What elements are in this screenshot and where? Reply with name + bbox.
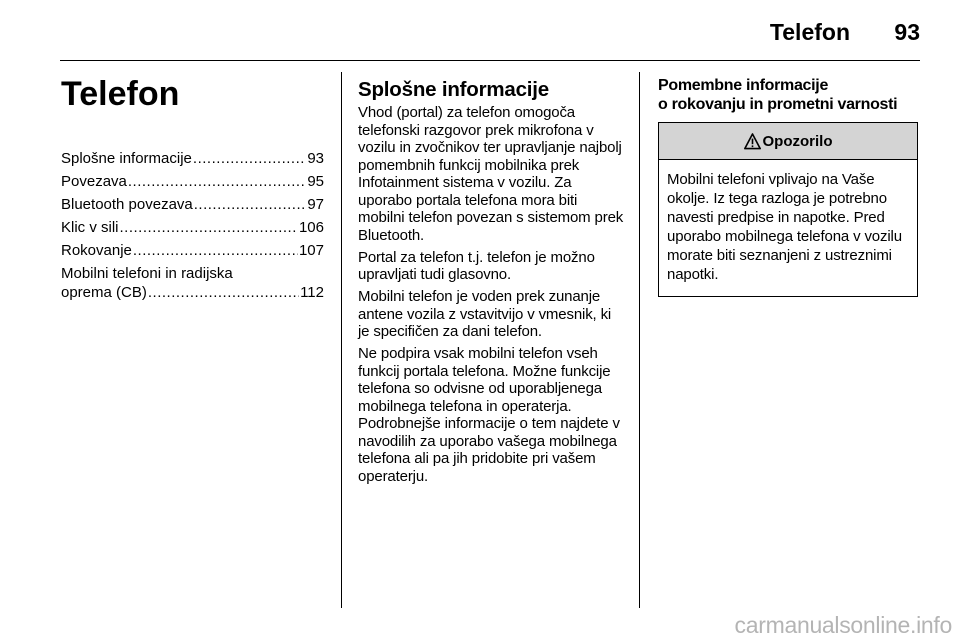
toc-page: 107 (298, 242, 324, 259)
important-info-column (658, 76, 922, 297)
header-rule (60, 60, 920, 61)
warning-text: Mobilni telefoni vplivajo na Vaše okolje. Iz tega razloga je potrebno navesti predpise in napotke. Pred uporabo mobilnega telefona v vozilu morate biti seznanjeni z ustreznimi napotki. (667, 171, 902, 283)
section-heading-general-info: Splošne informacije (358, 78, 550, 101)
toc-page: 93 (307, 150, 324, 167)
warning-title: Opozorilo (762, 132, 833, 150)
table-of-contents (61, 150, 324, 302)
chapter-title: Telefon (61, 75, 180, 113)
toc-leader (148, 284, 299, 303)
toc-label-line2: oprema (CB) (61, 283, 147, 301)
paragraph: Mobilni telefon je voden prek zunanje antene vozila z vstavitvijo v vmesnik, ki je specifičen za dani telefon. (358, 288, 612, 340)
toc-label: Splošne informacije (61, 150, 192, 167)
chapter-contents-column (61, 74, 324, 307)
toc-entry-emergency-call[interactable] (61, 219, 324, 238)
toc-label: Povezava (61, 173, 127, 190)
warning-header (659, 123, 917, 160)
toc-page: 106 (298, 219, 324, 236)
section-heading-important-info (658, 76, 922, 114)
toc-entry-mobile-cb[interactable] (61, 265, 324, 302)
toc-leader (133, 242, 298, 261)
toc-leader (120, 219, 298, 238)
toc-page: 95 (307, 173, 324, 190)
toc-entry-operation[interactable] (61, 242, 324, 261)
watermark: carmanualsonline.info (734, 612, 952, 638)
warning-triangle-icon (744, 133, 761, 150)
toc-entry-general-info[interactable] (61, 150, 324, 169)
toc-page: 112 (300, 283, 324, 301)
paragraph: Portal za telefon t.j. telefon je možno upravljati tudi glasovno. (358, 248, 595, 283)
paragraph: Vhod (portal) za telefon omogoča telefonski razgovor prek mikrofona v vozilu in zvočnikov ter upravljanje najbolj pomembnih funkcij mobilnika prek Infotainment sistema v vozilu. Za uporabo portala telefona mora biti mobilni telefon povezan s sistemom prek Bluetooth. (358, 104, 624, 244)
running-header-title: Telefon (769, 19, 850, 45)
toc-leader (128, 173, 306, 192)
warning-box (658, 122, 918, 297)
toc-leader (194, 196, 307, 215)
general-info-column (358, 78, 624, 490)
toc-label: Bluetooth povezava (61, 196, 193, 213)
heading-line2: o rokovanju in prometni varnosti (658, 96, 898, 113)
page-number: 93 (894, 19, 920, 45)
heading-line1: Pomembne informacije (658, 77, 829, 94)
toc-page: 97 (307, 196, 324, 213)
toc-label: Rokovanje (61, 242, 132, 259)
toc-label: Klic v sili (61, 219, 119, 236)
toc-leader (193, 150, 306, 169)
column-divider-right (639, 72, 640, 608)
toc-entry-bluetooth[interactable] (61, 196, 324, 215)
toc-label-line1: Mobilni telefoni in radijska (61, 265, 233, 282)
column-divider-left (341, 72, 342, 608)
toc-line2 (61, 284, 324, 303)
paragraph: Ne podpira vsak mobilni telefon vseh funkcij portala telefona. Možne funkcije telefona so odvisne od uporabljenega mobilnega telefona in operaterja. Podrobnejše informacije o tem najdete v navodilih za uporabo vašega mobilnega telefona ali pa jih pridobite pri vašem operaterju. (358, 345, 620, 485)
toc-entry-connection[interactable] (61, 173, 324, 192)
